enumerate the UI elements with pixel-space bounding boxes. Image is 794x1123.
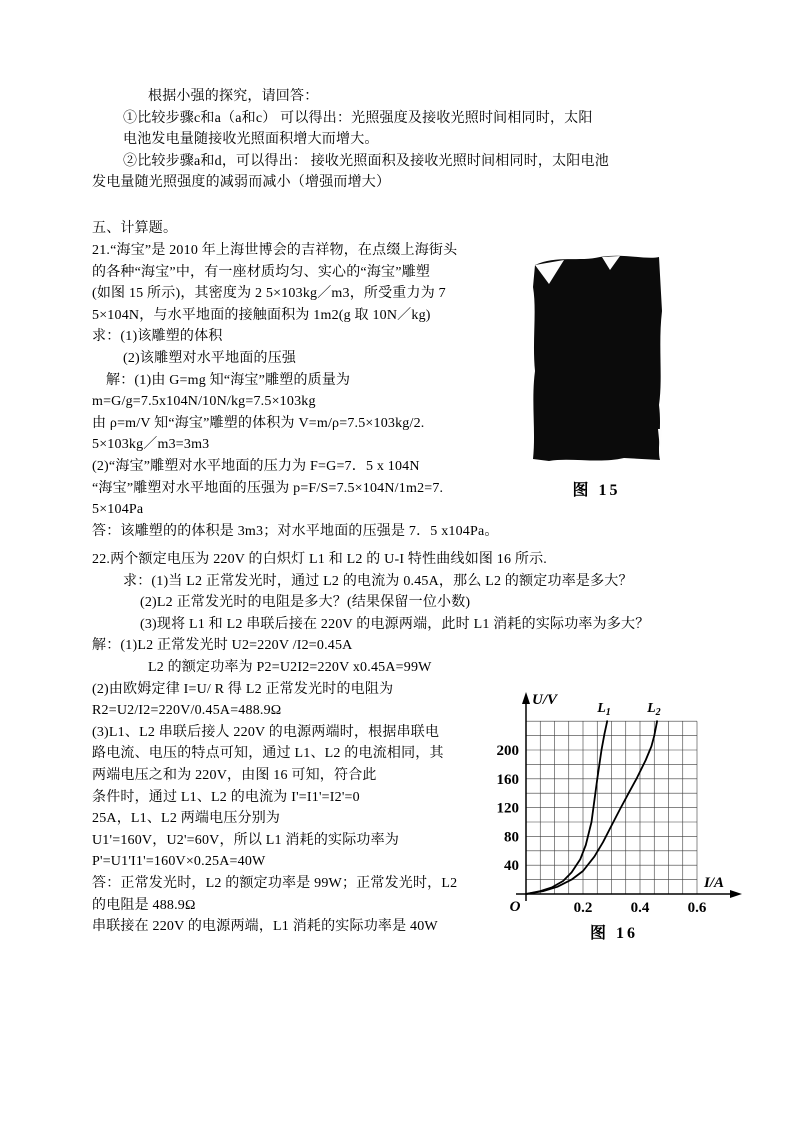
text-line: 发电量随光照强度的减弱而减小（增强而增大） xyxy=(92,175,391,191)
figure-16-caption: 图 16 xyxy=(589,925,638,942)
text-line: 串联接在 220V 的电源两端，L1 消耗的实际功率是 40W xyxy=(92,919,438,935)
text-line: 5×104N，与水平地面的接触面积为 1m2(g 取 10N／kg) xyxy=(92,307,431,323)
text-line: 由 ρ=m/V 知“海宝”雕塑的体积为 V=m/ρ=7.5×103kg/2. xyxy=(92,415,425,431)
text-line: (3)L1、L2 串联后接人 220V 的电源两端时，根据串联电 xyxy=(92,724,440,740)
text-line: 路电流、电压的特点可知，通过 L1、L2 的电流相同，其 xyxy=(92,746,444,762)
text-line: U1'=160V，U2'=60V，所以 L1 消耗的实际功率为 xyxy=(92,832,400,848)
text-line: 电池发电量随接收光照面积增大而增大。 xyxy=(123,132,379,148)
figure-15-caption: 图 15 xyxy=(572,482,621,499)
ui-characteristic-chart xyxy=(478,686,750,918)
text-line: ②比较步骤a和d，可以得出： 接收光照面积及接收光照时间相同时，太阳电池 xyxy=(123,153,609,169)
svg-text:160: 160 xyxy=(496,771,519,788)
text-line: 答：正常发光时，L2 的额定功率是 99W；正常发光时，L2 xyxy=(92,875,458,891)
svg-text:40: 40 xyxy=(504,858,519,875)
text-line: 22.两个额定电压为 220V 的白炽灯 L1 和 L2 的 U-I 特性曲线如图 16 所示. xyxy=(92,552,547,567)
svg-text:0.6: 0.6 xyxy=(687,900,707,916)
svg-text:200: 200 xyxy=(496,743,519,759)
text-line: R2=U2/I2=220V/0.45A=488.9Ω xyxy=(92,703,282,719)
text-line: 解：(1)L2 正常发光时 U2=220V /I2=0.45A xyxy=(92,638,353,654)
text-line: 求：(1)当 L2 正常发光时，通过 L2 的电流为 0.45A，那么 L2 的额定功率是多大？ xyxy=(123,573,633,589)
text-line: L2 的额定功率为 P2=U2I2=220V x0.45A=99W xyxy=(148,659,432,675)
svg-text:80: 80 xyxy=(504,829,519,846)
text-line: (3)现将 L1 和 L2 串联后接在 220V 的电源两端，此时 L1 消耗的实际功率为多大？ xyxy=(140,616,650,632)
text-line: P'=U1'I1'=160V×0.25A=40W xyxy=(92,854,266,870)
text-line: 求：(1)该雕塑的体积 xyxy=(92,329,223,345)
svg-text:I/A: I/A xyxy=(704,875,725,891)
svg-text:L1: $L_1$ xyxy=(597,701,611,719)
svg-text:120: 120 xyxy=(496,800,519,817)
text-line: (2)L2 正常发光时的电阻是多大？(结果保留一位小数) xyxy=(140,595,471,611)
text-line: ①比较步骤c和a（a和c） 可以得出：光照强度及接收光照时间相同时，太阳 xyxy=(123,110,593,126)
text-line: 5×103kg／m3=3m3 xyxy=(92,437,210,453)
text-line: 条件时，通过 L1、L2 的电流为 I'=I1'=I2'=0 xyxy=(92,789,360,805)
text-line: 25A，L1、L2 两端电压分别为 xyxy=(92,811,281,827)
text-line: 解：(1)由 G=mg 知“海宝”雕塑的质量为 xyxy=(106,372,351,388)
svg-text:U/V: U/V xyxy=(532,692,558,708)
svg-text:L2: $L_2$ xyxy=(647,701,661,719)
problem-21 xyxy=(92,240,532,542)
text-line: 的各种“海宝”中，有一座材质均匀、实心的“海宝”雕塑 xyxy=(92,264,431,280)
svg-text:O: O xyxy=(509,899,521,915)
text-line: 两端电压之和为 220V，由图 16 可知，符合此 xyxy=(92,767,377,783)
intro-paragraph xyxy=(92,86,609,194)
text-line: m=G/g=7.5x104N/10N/kg=7.5×103kg xyxy=(92,394,316,410)
text-line: (如图 15 所示)，其密度为 2 5×103kg／m3，所受重力为 7 xyxy=(92,286,446,302)
text-line: (2)该雕塑对水平地面的压强 xyxy=(123,350,297,366)
text-line: (2)由欧姆定律 I=U/ R 得 L2 正常发光时的电阻为 xyxy=(92,681,394,697)
svg-text:0.2: 0.2 xyxy=(573,900,593,916)
svg-text:0.4: 0.4 xyxy=(630,900,650,916)
text-line: (2)“海宝”雕塑对水平地面的压力为 F=G=7．5 x 104N xyxy=(92,458,420,474)
text-line: 21.“海宝”是 2010 年上海世博会的吉祥物，在点缀上海街头 xyxy=(92,243,458,258)
text-line: 答：该雕塑的的体积是 3m3；对水平地面的压强是 7．5 x104Pa。 xyxy=(92,523,499,539)
haibao-sculpture-photo xyxy=(528,253,665,465)
figure-16 xyxy=(478,686,750,943)
text-line: 5×104Pa xyxy=(92,502,144,518)
figure-15 xyxy=(528,253,665,500)
text-line: 的电阻是 488.9Ω xyxy=(92,897,196,913)
text-line: “海宝”雕塑对水平地面的压强为 p=F/S=7.5×104N/1m2=7. xyxy=(92,480,444,496)
text-line: 根据小强的探究，请回答： xyxy=(148,89,319,104)
section-heading: 五、计算题。 xyxy=(92,221,178,236)
